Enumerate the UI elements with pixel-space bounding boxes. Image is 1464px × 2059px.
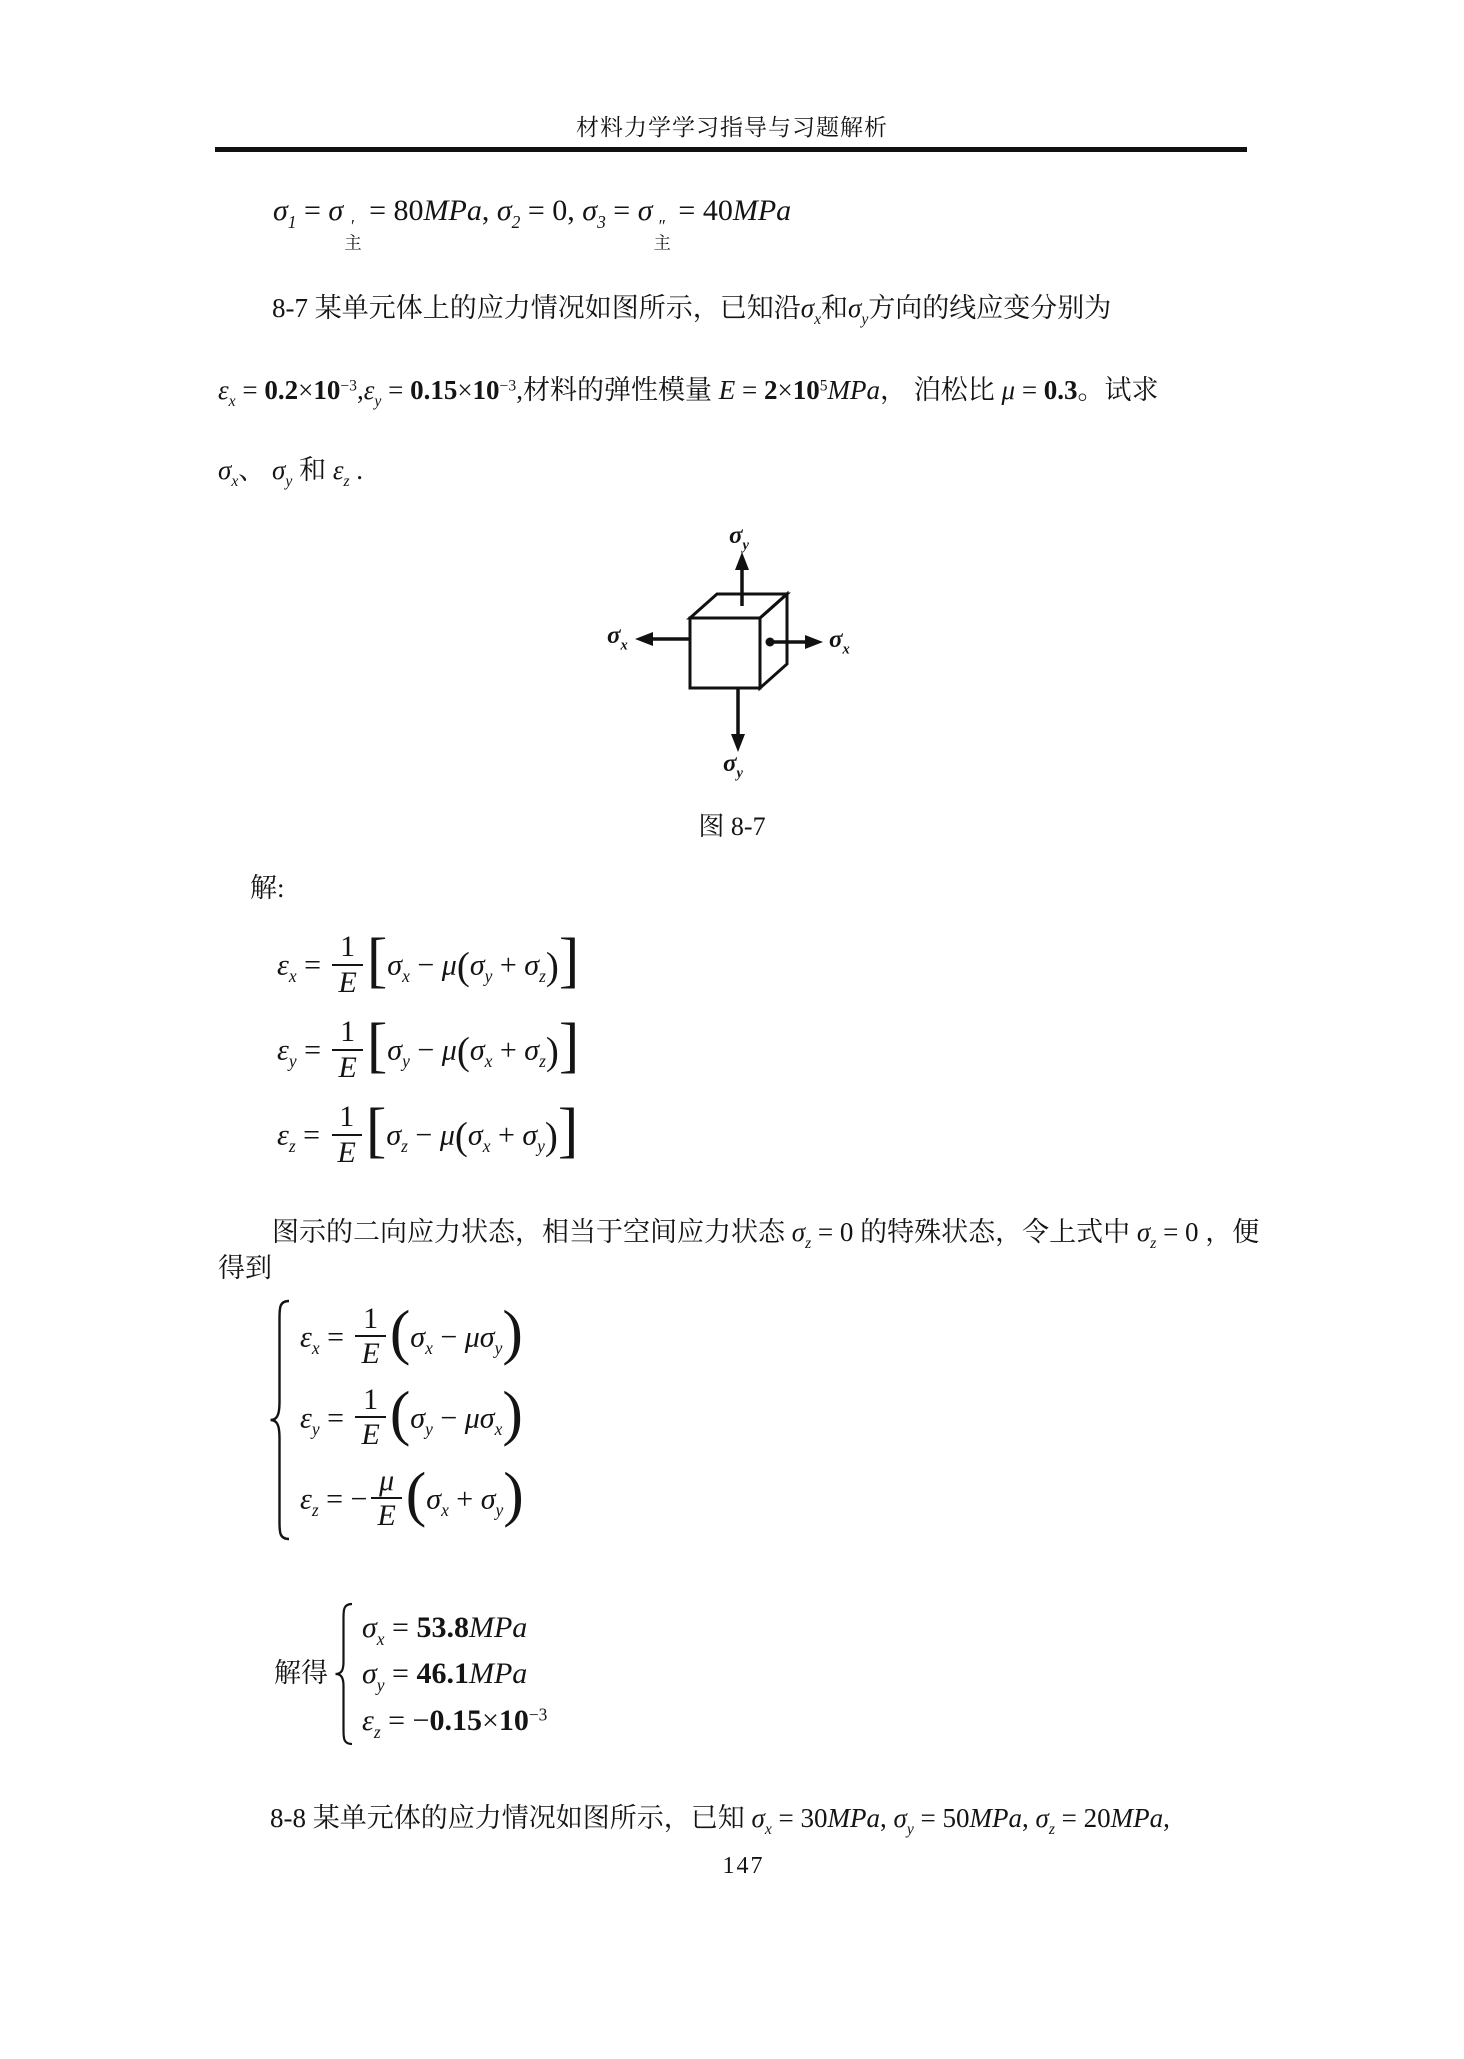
problem-8-7-line1: 8-7 某单元体上的应力情况如图所示，已知沿$\sigma_x$和$\sigma_y$方向的线应变分别为 (272, 293, 1112, 329)
page-number: 147 (722, 1853, 765, 1879)
page-header-title: 材料力学学习指导与习题解析 (576, 115, 888, 140)
problem-8-8-line1: 8-8 某单元体的应力情况如图所示，已知 $\sigma_x = 30MPa$, $\sigma_y = 50MPa$, $\sigma_z = 20MPa$, (270, 1803, 1170, 1839)
problem-8-7-line3: $\sigma_x$、 $\sigma_y$ 和 $\varepsilon_z$ . (218, 455, 364, 491)
equation-epsilon-y: $\varepsilon_y$ = $\frac{1}{E}$ $[\sigma_y - \mu(\sigma_x + \sigma_z)]$ (277, 1011, 580, 1084)
result-sigma-y: $\sigma_y = 46.1MPa$ (362, 1657, 528, 1696)
sigma-x-right-label: $\sigma_x$ (829, 626, 850, 658)
solution-results-block (274, 1602, 547, 1746)
hooke-law-equations (277, 926, 580, 1171)
plane-equation-epsilon-x: $\varepsilon_x$ = $\frac{1}{E}$ $(\sigma_x - \mu\sigma_y)$ (300, 1298, 523, 1370)
derivation-text-line1: 图示的二向应力状态，相当于空间应力状态 $\sigma_z = 0$ 的特殊状态，令上式中 $\sigma_z = 0$ ，便 (272, 1217, 1260, 1253)
sigma-y-top-label: $\sigma_y$ (729, 522, 749, 554)
plane-stress-system (270, 1298, 524, 1542)
result-label: 解得 (274, 1658, 328, 1689)
sigma-x-left-label: $\sigma_x$ (607, 622, 628, 654)
plane-equation-epsilon-z: $\varepsilon_z$ = − $\frac{\mu}{E}$ $(\sigma_x + \sigma_y)$ (300, 1460, 524, 1532)
result-epsilon-z: $\varepsilon_z = -0.15\times 10^{-3}$ (362, 1703, 548, 1742)
derivation-text-line2: 得到 (218, 1253, 272, 1283)
equation-epsilon-x: $\varepsilon_x$ = $\frac{1}{E}$ $[\sigma_x - \mu(\sigma_y + \sigma_z)]$ (277, 926, 580, 999)
equation-epsilon-z: $\varepsilon_z$ = $\frac{1}{E}$ $[\sigma_z - \mu(\sigma_x + \sigma_y)]$ (277, 1096, 579, 1169)
eq-principal-stresses: $\sigma_1 = \sigma$ ′ 主 = 80MPa, $\sigma_2 = 0$, $\sigma_3 = \sigma$ ″ 主 = 40MPa (273, 194, 792, 253)
figure-8-7 (555, 500, 915, 800)
figure-caption: 图 8-7 (698, 812, 766, 841)
result-sigma-x: $\sigma_x = 53.8MPa$ (362, 1610, 528, 1649)
header-rule (215, 147, 1247, 152)
system-brace (270, 1298, 292, 1542)
sigma-y-bottom-label: $\sigma_y$ (723, 750, 743, 782)
results-brace (335, 1602, 355, 1746)
problem-8-7-line2: $\varepsilon_x = 0.2\times 10^{-3},\varepsilon_y = 0.15\times 10^{-3}$,材料的弹性模量 $E = 2\times 10^5MPa$， 泊松比 μ = 0.3。试求 (218, 375, 1159, 411)
plane-equation-epsilon-y: $\varepsilon_y$ = $\frac{1}{E}$ $(\sigma_y - \mu\sigma_x)$ (300, 1379, 523, 1451)
solution-label: 解: (250, 873, 285, 903)
